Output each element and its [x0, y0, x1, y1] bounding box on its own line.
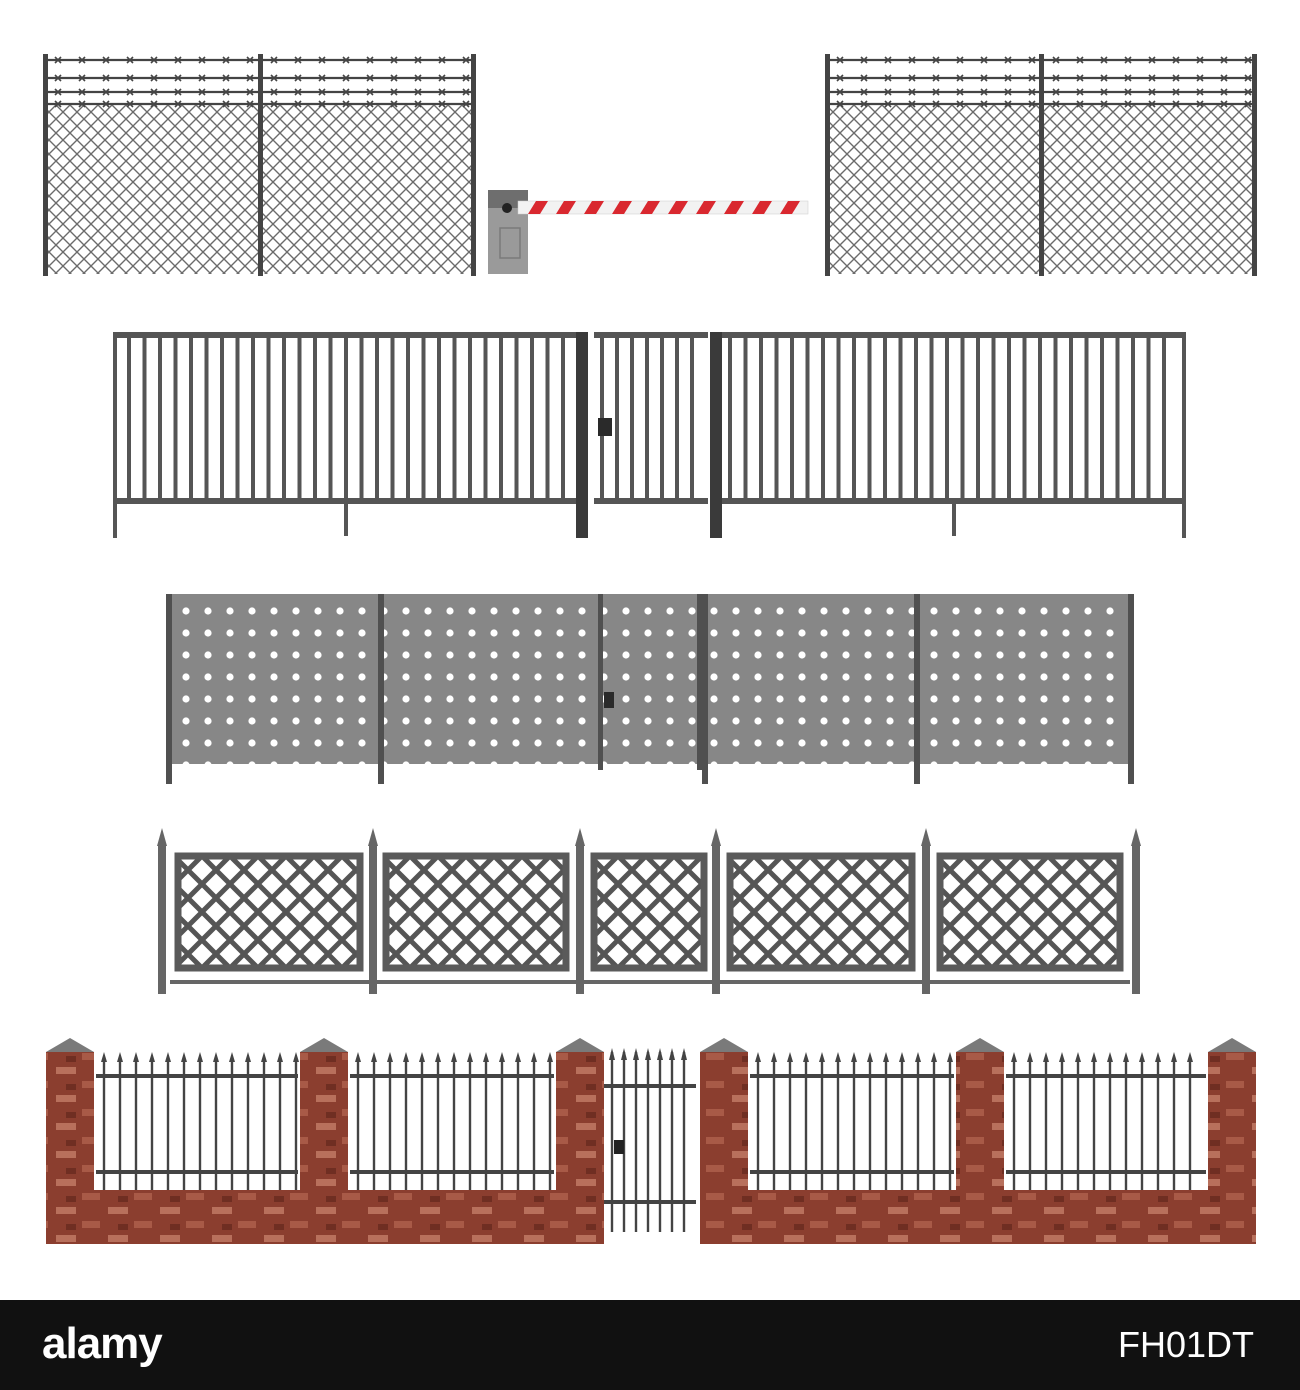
alamy-logo: alamy: [42, 1319, 162, 1368]
chain-link-fence-left: [43, 54, 476, 276]
chain-link-fence-right: [825, 54, 1257, 276]
brick-iron-fence: [46, 1038, 1256, 1244]
watermark-footer: [0, 1300, 1300, 1390]
bar-fence: [113, 332, 1186, 538]
image-id: FH01DT: [1117, 1324, 1254, 1365]
boom-barrier: [488, 190, 808, 274]
lattice-fence: [0, 828, 1300, 994]
perforated-fence: [166, 594, 1134, 784]
